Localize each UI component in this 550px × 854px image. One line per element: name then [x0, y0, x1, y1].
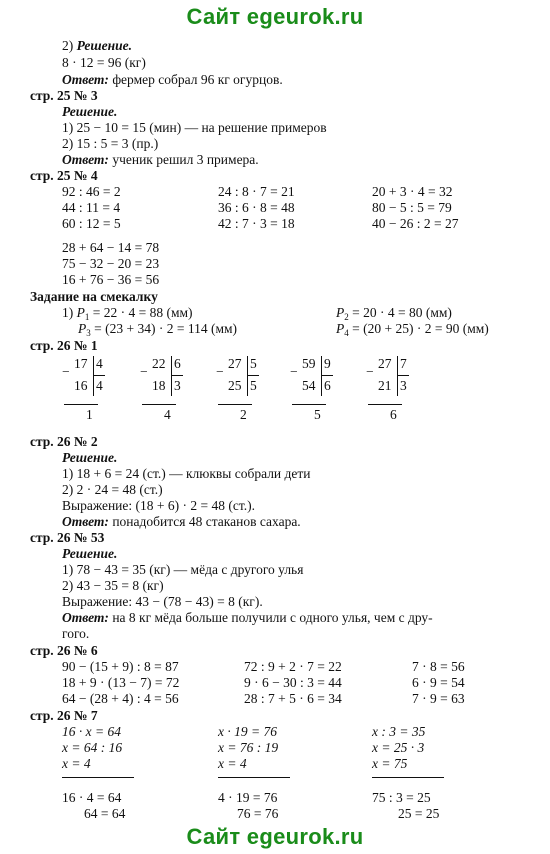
division-bar: [247, 356, 248, 396]
section-heading: стр. 26 № 1: [30, 338, 98, 353]
section-heading: Задание на смекалку: [30, 289, 158, 304]
p1-line1: [62, 38, 132, 54]
solution-word: Решение.: [62, 450, 118, 465]
expr-rest: = (20 + 25) · 2 = 90 (мм): [348, 321, 489, 336]
minus-sign: −: [140, 364, 148, 379]
equation: x = 25 · 3: [372, 740, 425, 755]
divisor: 9: [324, 356, 331, 371]
expr: 6 · 9 = 54: [412, 675, 465, 690]
division-bar: [397, 356, 398, 396]
check-line: 16 · 4 = 64: [62, 790, 122, 805]
perimeter-1: [62, 305, 193, 322]
divisor-underline: [93, 375, 105, 376]
section-heading: стр. 26 № 53: [30, 530, 105, 545]
divisor-underline: [397, 375, 409, 376]
dividend: 59: [302, 356, 316, 371]
division-bar: [93, 356, 94, 396]
remainder: 6: [390, 407, 397, 422]
answer-label: Ответ:: [62, 610, 109, 625]
equation: 16 · x = 64: [62, 724, 121, 739]
expr: 80 − 5 : 5 = 79: [372, 200, 452, 215]
site-watermark-top: Сайт egeurok.ru: [186, 4, 364, 29]
expr: 64 − (28 + 4) : 4 = 56: [62, 691, 179, 706]
remainder-line: [64, 404, 98, 405]
p1-answer: [62, 72, 283, 88]
expr-rest: = 20 · 4 = 80 (мм): [348, 305, 452, 320]
equation: x · 19 = 76: [218, 724, 277, 739]
quotient: 5: [250, 378, 257, 393]
var: P: [336, 321, 345, 336]
remainder: 5: [314, 407, 321, 422]
answer-text: понадобится 48 стаканов сахара.: [112, 514, 301, 529]
expr: 40 − 26 : 2 = 27: [372, 216, 459, 231]
remainder-line: [368, 404, 402, 405]
step-line: 2) 15 : 5 = 3 (пр.): [62, 136, 159, 151]
equation: x = 4: [218, 756, 247, 771]
var: P: [336, 305, 345, 320]
expr: 16 + 76 − 36 = 56: [62, 272, 160, 287]
check-line: 75 : 3 = 25: [372, 790, 431, 805]
step-line: 2) 2 · 24 = 48 (ст.): [62, 482, 163, 497]
expr: 60 : 12 = 5: [62, 216, 121, 231]
equation: x = 75: [372, 756, 408, 771]
p1-line2: 8 · 12 = 96 (кг): [62, 55, 146, 70]
expr: 9 · 6 − 30 : 3 = 44: [244, 675, 342, 690]
divisor-underline: [247, 375, 259, 376]
equation: x = 64 : 16: [62, 740, 123, 755]
expr-rest: = 22 · 4 = 88 (мм): [89, 305, 193, 320]
quotient: 6: [324, 378, 331, 393]
remainder-line: [218, 404, 252, 405]
remainder-line: [142, 404, 176, 405]
check-line: 64 = 64: [84, 806, 126, 821]
check-line: 4 · 19 = 76: [218, 790, 278, 805]
subscript: 2: [344, 312, 349, 322]
check-divider: [372, 777, 444, 778]
site-watermark-bottom: Сайт egeurok.ru: [186, 824, 364, 849]
check-divider: [218, 777, 290, 778]
answer-line: [62, 152, 259, 168]
solution-word: Решение.: [62, 546, 118, 561]
answer-label: Ответ:: [62, 152, 109, 167]
divisor-underline: [321, 375, 333, 376]
p1-num: 2): [62, 38, 74, 53]
subscript: 3: [86, 328, 91, 338]
long-division-3: [216, 356, 276, 426]
var: P: [76, 305, 85, 320]
equation: x : 3 = 35: [372, 724, 426, 739]
subscript: 1: [84, 312, 90, 322]
expr: 7 · 8 = 56: [412, 659, 465, 674]
answer-line: [62, 514, 301, 530]
section-heading: стр. 25 № 4: [30, 168, 98, 183]
perimeter-2: [336, 305, 452, 322]
minus-sign: −: [290, 364, 298, 379]
expr-rest: = (23 + 34) · 2 = 114 (мм): [90, 321, 238, 336]
solution-word: Решение.: [62, 104, 118, 119]
answer-text: фермер собрал 96 кг огурцов.: [112, 72, 283, 87]
divisor: 7: [400, 356, 407, 371]
section-heading: стр. 26 № 7: [30, 708, 98, 723]
subtrahend: 18: [152, 378, 166, 393]
dividend: 22: [152, 356, 166, 371]
subtrahend: 21: [378, 378, 392, 393]
expression-line: Выражение: 43 − (78 − 43) = 8 (кг).: [62, 594, 263, 609]
section-heading: стр. 26 № 6: [30, 643, 98, 658]
equation: x = 4: [62, 756, 91, 771]
divisor: 5: [250, 356, 257, 371]
divisor-underline: [171, 375, 183, 376]
equation: x = 76 : 19: [218, 740, 279, 755]
expr: 42 : 7 · 3 = 18: [218, 216, 295, 231]
subscript: 4: [344, 328, 349, 338]
perimeter-4: [336, 321, 489, 338]
quotient: 4: [96, 378, 103, 393]
expr: 7 · 9 = 63: [412, 691, 465, 706]
perimeter-3: [78, 321, 237, 338]
step-line: 1) 78 − 43 = 35 (кг) — мёда с другого улья: [62, 562, 304, 577]
expr: 44 : 11 = 4: [62, 200, 121, 215]
expr: 36 : 6 · 8 = 48: [218, 200, 295, 215]
dividend: 27: [228, 356, 242, 371]
answer-text: на 8 кг мёда больше получили с одного улья, чем с дру-: [112, 610, 433, 625]
expr: 75 − 32 − 20 = 23: [62, 256, 160, 271]
dividend: 17: [74, 356, 88, 371]
expr: 24 : 8 · 7 = 21: [218, 184, 295, 199]
long-division-2: [140, 356, 200, 426]
long-division-5: [366, 356, 426, 426]
expr: 28 : 7 + 5 · 6 = 34: [244, 691, 342, 706]
expression-line: Выражение: (18 + 6) · 2 = 48 (ст.).: [62, 498, 255, 513]
step-line: 1) 25 − 10 = 15 (мин) — на решение примеров: [62, 120, 327, 135]
answer-label: Ответ:: [62, 72, 109, 87]
step-line: 2) 43 − 35 = 8 (кг): [62, 578, 164, 593]
answer-text: ученик решил 3 примера.: [112, 152, 259, 167]
answer-continuation: гого.: [62, 626, 90, 641]
check-line: 76 = 76: [237, 806, 279, 821]
answer-label: Ответ:: [62, 514, 109, 529]
minus-sign: −: [216, 364, 224, 379]
long-division-4: [290, 356, 350, 426]
expr: 28 + 64 − 14 = 78: [62, 240, 160, 255]
remainder: 1: [86, 407, 93, 422]
division-bar: [321, 356, 322, 396]
answer-line: [62, 610, 433, 626]
dividend: 27: [378, 356, 392, 371]
subtrahend: 54: [302, 378, 316, 393]
remainder-line: [292, 404, 326, 405]
quotient: 3: [400, 378, 407, 393]
step-line: 1) 18 + 6 = 24 (ст.) — клюквы собрали дети: [62, 466, 311, 481]
subtrahend: 25: [228, 378, 242, 393]
minus-sign: −: [62, 364, 70, 379]
check-divider: [62, 777, 134, 778]
var: P: [78, 321, 87, 336]
p1-solution-word: Решение.: [76, 38, 132, 53]
check-line: 25 = 25: [398, 806, 440, 821]
divisor: 6: [174, 356, 181, 371]
division-bar: [171, 356, 172, 396]
section-heading: стр. 26 № 2: [30, 434, 98, 449]
long-division-1: [62, 356, 122, 426]
quotient: 3: [174, 378, 181, 393]
expr: 20 + 3 · 4 = 32: [372, 184, 453, 199]
expr: 18 + 9 · (13 − 7) = 72: [62, 675, 180, 690]
expr: 90 − (15 + 9) : 8 = 87: [62, 659, 179, 674]
remainder: 2: [240, 407, 247, 422]
subtrahend: 16: [74, 378, 88, 393]
expr: 92 : 46 = 2: [62, 184, 121, 199]
divisor: 4: [96, 356, 103, 371]
expr: 72 : 9 + 2 · 7 = 22: [244, 659, 342, 674]
remainder: 4: [164, 407, 171, 422]
section-heading: стр. 25 № 3: [30, 88, 98, 103]
minus-sign: −: [366, 364, 374, 379]
num: 1): [62, 305, 77, 320]
